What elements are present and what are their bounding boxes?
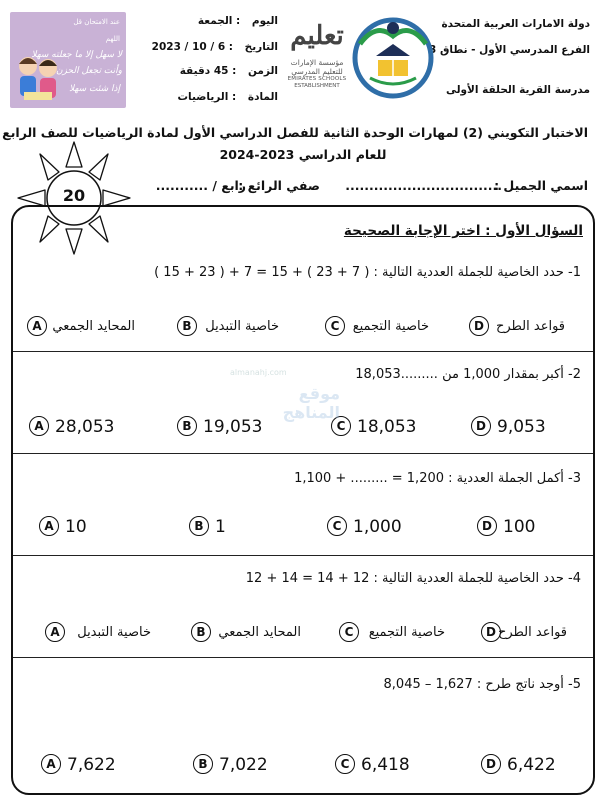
q5-option-a-text: 7,622 — [67, 755, 116, 775]
q5-option-c[interactable] — [335, 753, 445, 777]
q3-option-a-letter: A — [39, 516, 59, 536]
q3-option-d-text: 100 — [503, 517, 536, 537]
watermark-name: موقع المناهج — [282, 384, 340, 422]
divider-1 — [13, 351, 593, 352]
day-value: : الجمعة — [197, 15, 241, 27]
student-info-row — [118, 178, 588, 200]
date-value: : 6 / 10 / 2023 — [151, 41, 234, 53]
question-2-expression: 18,053......... — [355, 367, 438, 382]
q5-option-d[interactable] — [481, 753, 585, 777]
card-line-1: عند الامتحان قل — [73, 18, 120, 26]
class-field[interactable]: رابع / ........... — [155, 178, 246, 193]
q1-option-c-text: خاصية التجميع — [352, 319, 429, 334]
school-info — [350, 14, 590, 110]
q3-option-c[interactable] — [327, 515, 447, 539]
section-title: السؤال الأول : اختر الإجابة الصحيحة — [343, 223, 583, 239]
q2-option-a-letter: A — [29, 416, 49, 436]
question-4 — [246, 571, 581, 586]
children-illustration-icon — [14, 52, 62, 106]
exam-title: الاختبار التكويني (2) لمهارات الوحدة الثانية للفصل الدراسي الأول لمادة الرياضيات للصف الرابع — [2, 125, 588, 140]
exam-header — [0, 0, 604, 115]
question-4-expression: 12 + 14 = 14 + 12 — [245, 571, 370, 586]
q2-option-b-letter: B — [177, 416, 197, 436]
question-1-prompt: 1- حدد الخاصية للجملة العددية التالية : — [373, 265, 581, 280]
prayer-card — [10, 12, 126, 108]
q1-option-a-letter: A — [27, 316, 47, 336]
question-3 — [294, 471, 581, 486]
q4-option-d[interactable] — [481, 621, 591, 645]
q2-option-c-letter: C — [331, 416, 351, 436]
q1-option-c[interactable] — [325, 315, 453, 339]
divider-3 — [13, 555, 593, 556]
q3-option-b-letter: B — [189, 516, 209, 536]
questions-box — [11, 205, 595, 795]
student-name-label: اسمي الجميل : — [494, 178, 588, 193]
q3-option-c-text: 1,000 — [353, 517, 402, 537]
card-line-3: لا سهل إلا ما جعلته سهلا — [31, 50, 122, 60]
q1-option-d[interactable] — [469, 315, 589, 339]
q3-option-b[interactable] — [189, 515, 289, 539]
q5-option-d-letter: D — [481, 754, 501, 774]
q5-option-c-text: 6,418 — [361, 755, 410, 775]
question-2 — [355, 367, 581, 382]
school-logo-icon — [350, 14, 436, 106]
q4-option-c[interactable] — [339, 621, 469, 645]
question-3-prompt: 3- أكمل الجملة العددية : — [448, 471, 581, 486]
q2-option-d-letter: D — [471, 416, 491, 436]
taleem-english-name-2: ESTABLISHMENT — [294, 83, 340, 89]
card-line-5: إذا شئت سهلا — [69, 84, 120, 94]
day-label: اليوم — [251, 15, 278, 27]
q4-option-a[interactable] — [45, 621, 175, 645]
q5-option-b-text: 7,022 — [219, 755, 268, 775]
q3-option-b-text: 1 — [215, 517, 226, 537]
q4-option-a-letter: A — [45, 622, 65, 642]
class-label: صفي الرائع : — [238, 178, 320, 193]
q3-option-d-letter: D — [477, 516, 497, 536]
taleem-english-name-1: EMIRATES SCHOOLS — [287, 76, 347, 82]
q3-option-a-text: 10 — [65, 517, 87, 537]
question-5-prompt: 5- أوجد ناتج طرح : — [476, 677, 581, 692]
q1-option-a-text: المحايد الجمعي — [52, 319, 135, 334]
subject-label: المادة — [247, 91, 278, 103]
q2-option-b-text: 19,053 — [203, 417, 263, 437]
q2-option-c[interactable] — [331, 415, 451, 439]
q4-option-d-letter: D — [481, 622, 501, 642]
q5-option-b-letter: B — [193, 754, 213, 774]
q5-option-b[interactable] — [193, 753, 303, 777]
date-label: التاريخ — [244, 41, 278, 53]
watermark — [230, 368, 340, 422]
question-1-expression: ( 15 + 23 ) + 7 = 15 + ( 23 + 7 ) — [154, 265, 370, 280]
date-row — [152, 41, 278, 53]
question-5-expression: 8,045 – 1,627 — [383, 677, 473, 692]
time-label: الزمن — [247, 65, 278, 77]
q1-option-d-text: قواعد الطرح — [495, 319, 565, 334]
q1-option-b-letter: B — [177, 316, 197, 336]
q1-option-c-letter: C — [325, 316, 345, 336]
q2-option-c-text: 18,053 — [357, 417, 417, 437]
q1-option-b-text: خاصية التبديل — [205, 319, 279, 334]
subject-row — [177, 91, 278, 103]
q4-option-c-text: خاصية التجميع — [368, 625, 445, 640]
q5-option-c-letter: C — [335, 754, 355, 774]
q2-option-d[interactable] — [471, 415, 581, 439]
q1-option-d-letter: D — [469, 316, 489, 336]
q3-option-a[interactable] — [39, 515, 139, 539]
q5-option-a[interactable] — [41, 753, 151, 777]
q3-option-c-letter: C — [327, 516, 347, 536]
q2-option-d-text: 9,053 — [497, 417, 546, 437]
q4-option-a-text: خاصية التبديل — [77, 625, 151, 640]
q3-option-d[interactable] — [477, 515, 577, 539]
exam-meta — [128, 12, 278, 108]
q5-option-d-text: 6,422 — [507, 755, 556, 775]
card-line-2: اللهم — [105, 35, 120, 43]
score-value: 20 — [62, 186, 86, 205]
q1-option-a[interactable] — [27, 315, 159, 339]
question-3-expression: 1,100 + ......... = 1,200 — [294, 471, 445, 486]
exam-year: للعام الدراسي 2023-2024 — [219, 147, 387, 162]
q4-option-b[interactable] — [191, 621, 325, 645]
country-name: دولة الامارات العربية المتحدة — [441, 18, 590, 30]
taleem-wordmark: تعليم — [290, 21, 344, 51]
question-1 — [154, 265, 581, 280]
q4-option-d-text: قواعد الطرح — [497, 625, 567, 640]
q2-option-a-text: 28,053 — [55, 417, 115, 437]
time-row — [180, 65, 278, 77]
card-line-4: وأنت تجعل الحزن — [55, 66, 122, 76]
q5-option-a-letter: A — [41, 754, 61, 774]
divider-4 — [13, 657, 593, 658]
divider-2 — [13, 453, 593, 454]
time-value: : 45 دقيقة — [179, 65, 237, 77]
question-2-prompt: 2- أكبر بمقدار 1,000 من — [437, 367, 581, 382]
question-5 — [384, 677, 581, 692]
subject-value: : الرياضيات — [177, 91, 237, 103]
ministry-logo — [282, 14, 352, 110]
q2-option-a[interactable] — [29, 415, 149, 439]
day-row — [198, 15, 278, 27]
q4-option-b-text: المحايد الجمعي — [218, 625, 301, 640]
school-name: مدرسة القرية الحلقة الأولى — [445, 84, 590, 96]
q4-option-b-letter: B — [191, 622, 211, 642]
question-4-prompt: 4- حدد الخاصية للجملة العددية التالية : — [373, 571, 581, 586]
student-name-field[interactable]: ................................. — [345, 178, 502, 193]
q4-option-c-letter: C — [339, 622, 359, 642]
taleem-arabic-name: مؤسسة الإمارات للتعليم المدرسي — [290, 58, 344, 76]
watermark-site: almanahj.com — [230, 368, 287, 377]
school-branch: الفرع المدرسي الأول - نطاق 3 — [429, 44, 590, 56]
q1-option-b[interactable] — [177, 315, 303, 339]
